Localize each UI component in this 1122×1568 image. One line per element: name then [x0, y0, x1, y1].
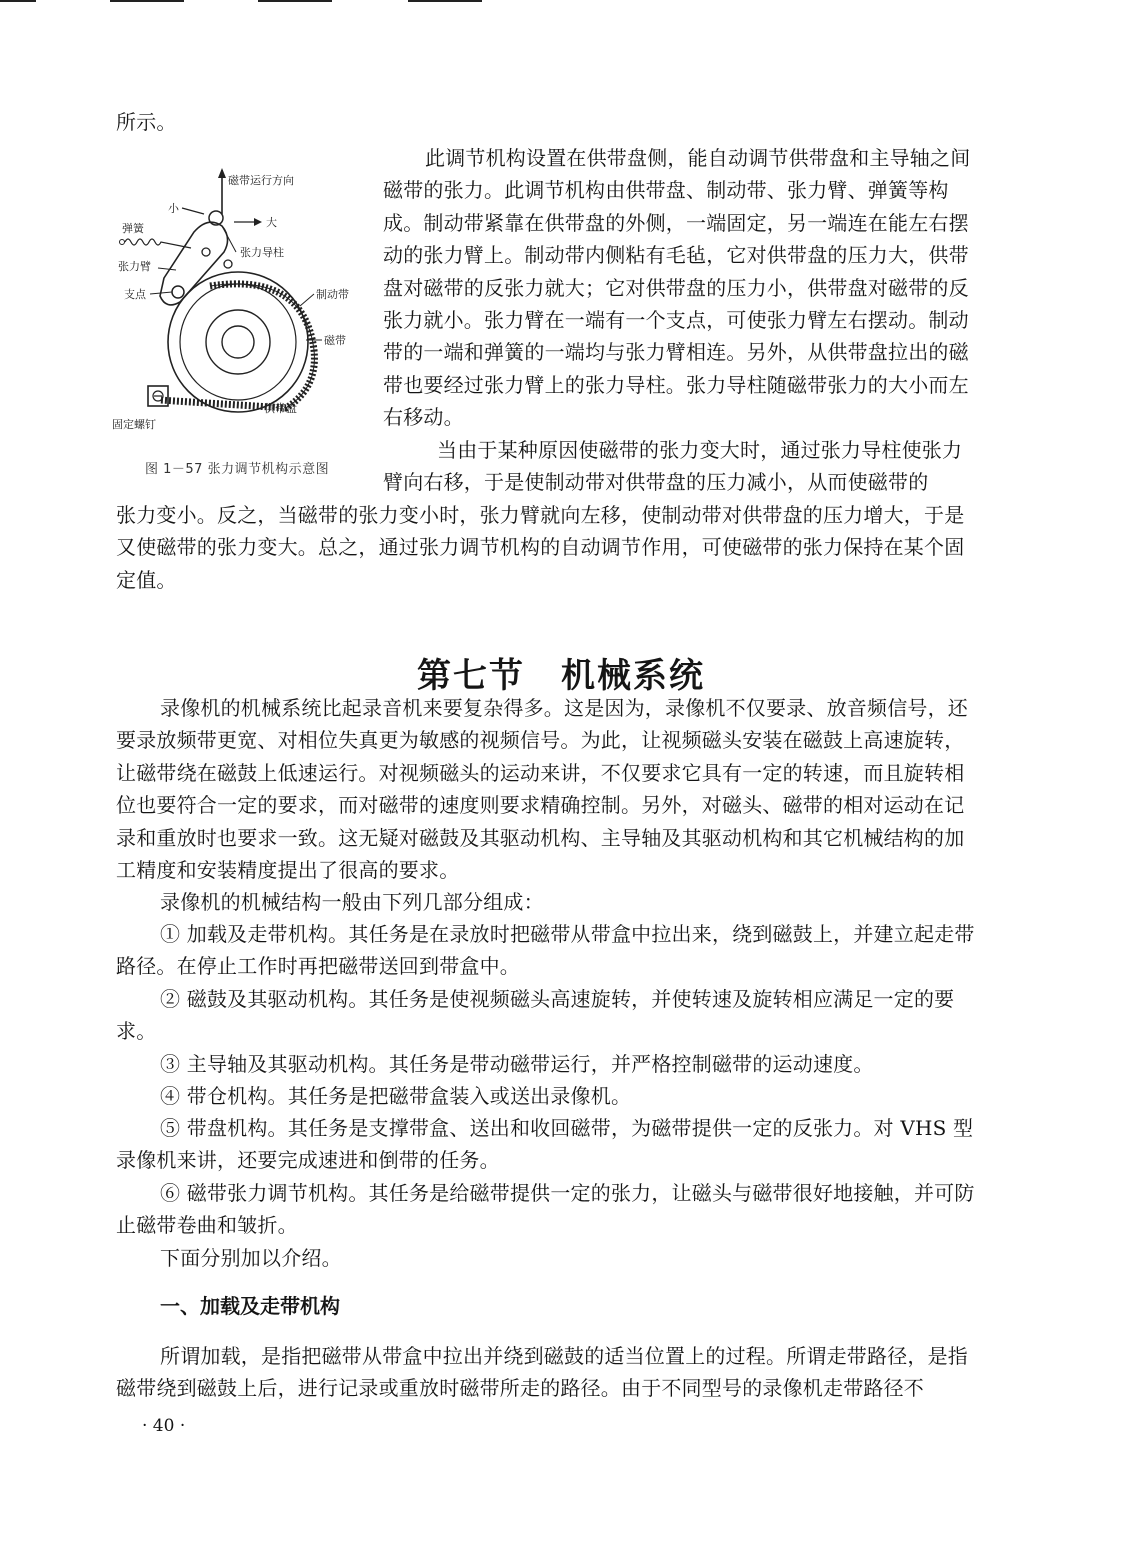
list-item: ⑥ 磁带张力调节机构。其任务是给磁带提供一定的张力，让磁头与磁带很好地接触，并可防止磁带卷曲和皱折。: [116, 1181, 975, 1238]
tension-mechanism-diagram: [108, 160, 380, 452]
label-screw: 固定螺钉: [112, 418, 156, 431]
paragraph: 当由于某种原因使磁带的张力变大时，通过张力导柱使张力臂向右移，于是使制动带对供带盘的压力减小，从而使磁带的: [383, 438, 963, 495]
guide-leader: [222, 226, 236, 252]
paragraph: 此调节机构设置在供带盘侧，能自动调节供带盘和主导轴之间磁带的张力。此调节机构由供带盘、制动带、张力臂、弹簧等构成。制动带紧靠在供带盘的外侧，一端固定，另一端连在能左右摆动的张力臂上。制动带内侧粘有毛毡，它对供带盘的压力大，供带盘对磁带的反张力就大；它对供带盘的压力小，供带盘对磁带的反张力就小。张力臂在一端有一个支点，可使张力臂左右摆动。制动带的一端和弹簧的一端均与张力臂相连。另外，从供带盘拉出的磁带也要经过张力臂上的张力导柱。张力导柱随磁带张力的大小而左右移动。: [383, 146, 971, 430]
spring-anchor: [120, 240, 125, 245]
direction-arrowhead: [218, 168, 226, 178]
supply-reel-tape-pack: [180, 284, 296, 400]
label-spring: 弹簧: [122, 222, 144, 235]
label-brake: 制动带: [316, 288, 349, 301]
top-rule: [0, 0, 36, 2]
label-direction: 磁带运行方向: [228, 174, 294, 187]
top-rule: [408, 0, 482, 2]
supply-reel-hub: [206, 310, 270, 374]
section-name: 机械系统: [561, 656, 705, 697]
tape-path: [210, 284, 314, 408]
big-arrowhead: [254, 218, 262, 226]
paragraph: 张力变小。反之，当磁带的张力变小时，张力臂就向左移，使制动带对供带盘的压力增大，于是又使磁带的张力变大。总之，通过张力调节机构的自动调节作用，可使磁带的张力保持在某个固定值。: [116, 503, 965, 592]
pivot: [172, 286, 184, 298]
list-item: ② 磁鼓及其驱动机构。其任务是使视频磁头高速旋转，并使转速及旋转相应满足一定的要求。: [116, 987, 955, 1044]
subheading: 一、加载及走带机构: [160, 1294, 340, 1318]
list-item: ⑤ 带盘机构。其任务是支撑带盒、送出和收回磁带，为磁带提供一定的反张力。对 VHS 型录像机来讲，还要完成速进和倒带的任务。: [116, 1116, 974, 1173]
page-number: · 40 ·: [142, 1416, 186, 1436]
arm-leader: [158, 268, 176, 270]
list-item: ① 加载及走带机构。其任务是在录放时把磁带从带盒中拉出来，绕到磁鼓上，并建立起走带路径。在停止工作时再把磁带送回到带盒中。: [116, 922, 975, 979]
figure-caption: 图 1－57 张力调节机构示意图: [145, 462, 330, 477]
section-title: [0, 648, 1122, 697]
continued-text: 所示。: [116, 110, 177, 134]
paragraph: 录像机的机械系统比起录音机来要复杂得多。这是因为，录像机不仅要录、放音频信号，还要录放频带更宽、对相位失真更为敏感的视频信号。为此，让视频磁头安装在磁鼓上高速旋转，让磁带绕在磁鼓上低速运行。对视频磁头的运动来讲，不仅要求它具有一定的转速，而且旋转相位也要符合一定的要求，而对磁带的速度则要求精确控制。另外，对磁头、磁带的相对运动在记录和重放时也要求一致。这无疑对磁鼓及其驱动机构、主导轴及其驱动机构和其它机械结构的加工精度和安装精度提出了很高的要求。: [116, 696, 968, 883]
paragraph: 所谓加载，是指把磁带从带盒中拉出并绕到磁鼓的适当位置上的过程。所谓走带路径，是指磁带绕到磁鼓上后，进行记录或重放时磁带所走的路径。由于不同型号的录像机走带路径不: [116, 1344, 968, 1401]
brake-hook: [224, 260, 232, 268]
list-item: ④ 带仓机构。其任务是把磁带盒装入或送出录像机。: [160, 1084, 632, 1108]
brake-band: [160, 284, 314, 408]
label-tape: 磁带: [324, 334, 346, 347]
spring: [125, 239, 191, 248]
section-number: 第七节: [417, 656, 525, 697]
top-rule: [258, 0, 332, 2]
paragraph: 录像机的机械结构一般由下列几部分组成：: [160, 890, 544, 914]
label-big: 大: [266, 216, 277, 229]
label-arm: 张力臂: [118, 260, 151, 273]
spring-hook: [202, 248, 210, 256]
paragraph: 下面分别加以介绍。: [160, 1246, 342, 1270]
list-item: ③ 主导轴及其驱动机构。其任务是带动磁带运行，并严格控制磁带的运动速度。: [160, 1052, 874, 1076]
label-pivot: 支点: [124, 288, 146, 301]
supply-reel-outer: [168, 272, 308, 412]
label-reel: 供带盘: [264, 402, 297, 415]
small-arrow: [182, 208, 204, 214]
label-small: 小: [168, 202, 179, 215]
brake-leader: [300, 294, 314, 306]
top-rule: [110, 0, 184, 2]
supply-reel-center: [222, 326, 254, 358]
label-guide: 张力导柱: [240, 246, 284, 259]
